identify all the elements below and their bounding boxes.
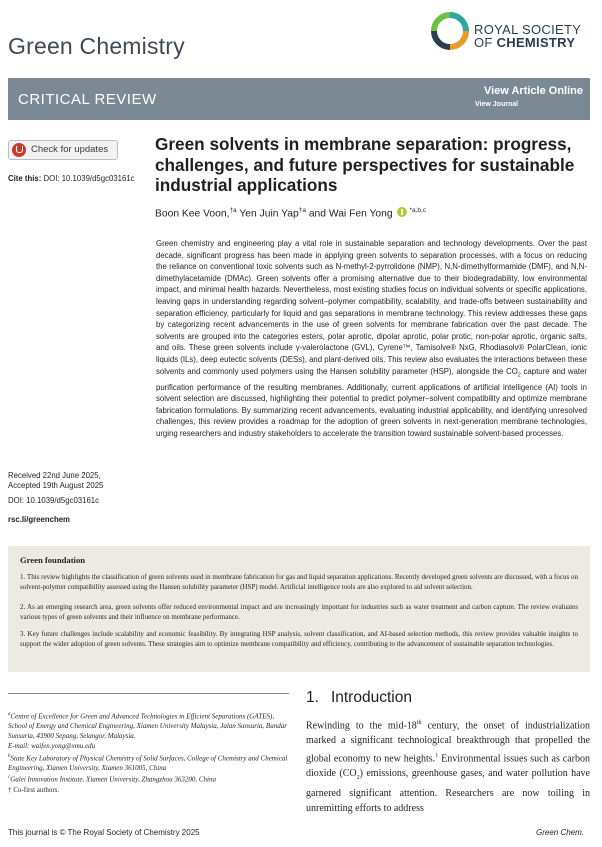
intro-text: ) emissions, greenhouse gases, and water pollution have garnered significant attention. Researchers are now toiling in unremitting efforts to address bbox=[306, 767, 590, 815]
co-first-note: † Co-first authors. bbox=[8, 786, 60, 794]
article-title: Green solvents in membrane separation: progress, challenges, and future perspectives for sustainable industrial applications bbox=[155, 134, 575, 195]
article-dates bbox=[8, 471, 103, 491]
affiliation-mark: c bbox=[8, 775, 11, 780]
affiliation-text: Gulei Innovation Institute, Xiamen University, Zhangzhou 363200, China bbox=[10, 775, 216, 784]
rsc-logo-icon bbox=[429, 10, 471, 52]
affiliation-text: State Key Laboratory of Physical Chemistry of Solid Surfaces, College of Chemistry and Chemical Engineering, Xiamen University, Xiamen 361005, China bbox=[8, 754, 288, 773]
green-foundation-title: Green foundation bbox=[20, 555, 86, 565]
intro-paragraph bbox=[306, 716, 590, 816]
journal-title: Green Chemistry bbox=[8, 33, 185, 59]
check-for-updates-button[interactable] bbox=[8, 140, 118, 160]
author-name[interactable]: Boon Kee Voon, bbox=[155, 208, 230, 220]
author-name[interactable]: Yen Juin Yap bbox=[236, 208, 299, 220]
intro-text: Environmental issues such as carbon dioxide (CO bbox=[306, 752, 591, 779]
author-affiliation-mark: †a bbox=[229, 207, 237, 214]
view-article-online-link[interactable]: View Article Online bbox=[483, 85, 583, 97]
section-number: 1. bbox=[306, 689, 319, 706]
green-foundation-item: 1. This review highlights the classification of green solvents used in membrane fabrication for gas and liquid separation applications. Recently developed green solvents are discussed, with a focus on solvent-polymer compatibility assessed using the Hansen solubility parameter (HSP) model. Artificial intelligence tools are also explored to aid solvent selection. bbox=[20, 573, 578, 591]
publisher-name-line1: ROYAL SOCIETY bbox=[474, 22, 582, 37]
publisher-name-prefix: OF bbox=[474, 35, 497, 50]
abstract bbox=[156, 238, 587, 440]
reference-link[interactable]: 1 bbox=[435, 752, 439, 759]
check-for-updates-label: Check for updates bbox=[31, 144, 109, 155]
affiliation-c bbox=[8, 773, 288, 784]
journal-link[interactable]: rsc.li/greenchem bbox=[8, 515, 70, 524]
crossmark-icon bbox=[12, 143, 26, 157]
subscript: 2 bbox=[356, 774, 360, 781]
author-name[interactable]: and Wai Fen Yong bbox=[305, 208, 393, 220]
intro-text: century, the onset of industrialization marked a significant technological breakthrough that propelled the global economy to new heights. bbox=[306, 720, 590, 764]
footer-journal: Green Chem. bbox=[536, 828, 585, 837]
footnote-rule bbox=[8, 693, 289, 694]
green-foundation-item: 3. Key future challenges include scalability and economic feasibility. By integrating HSP analysis, solvent classification, and AI-based selection methods, this review provides valuable insights to support the wider adoption of green solvents. These strategies aim to optimize membrane compatibility and efficiency, contributing to the advancement of sustainable separation technologies. bbox=[20, 630, 578, 648]
view-journal-link[interactable]: View Journal bbox=[475, 101, 519, 108]
green-foundation-item: 2. As an emerging research area, green solvents offer reduced environmental impact and are increasingly important for industries such as water treatment and carbon capture. The review evaluates various types of green solvents and their influence on membrane performance. bbox=[20, 603, 578, 621]
abstract-subscript: 2 bbox=[517, 372, 521, 379]
affiliation-b bbox=[8, 752, 288, 773]
doi[interactable]: DOI: 10.1039/d5gc03161c bbox=[8, 496, 100, 505]
intro-text: Rewinding to the mid-18 bbox=[306, 720, 417, 732]
cite-this bbox=[8, 174, 135, 183]
affiliation-mark: a bbox=[8, 712, 11, 717]
abstract-text: capture and water purification performance of the resulting membranes. Additionally, current applications of artificial intelligence (AI) tools in solvent selection are discussed, highlighting their potential to predict polymer–solvent compatibility and optimize membrane fabrication formulations. By summarizing recent advancements, evaluating industrial applicability, and identifying unresolved challenges, this review provides a roadmap for the adoption of green solvents in next-generation membrane technologies, urging researchers and industry stakeholders to accelerate the transition toward sustainable solvent-based processes. bbox=[156, 366, 587, 439]
section-heading bbox=[306, 689, 412, 707]
received-date: Received 22nd June 2025, bbox=[8, 471, 101, 480]
cite-doi[interactable]: DOI: 10.1039/d5gc03161c bbox=[41, 174, 135, 183]
abstract-text: Green chemistry and engineering play a vital role in sustainable separation and technology developments. Over the past decade, significant progress has been made in applying green solvents to separation processes, with a focus on reducing the reliance on conventional toxic solvents such as N-methyl-2-pyrrolidone (NMP), N,N-dimethylformamide (DMF), and N,N-dimethylacetamide (DMAc). Green solvents offer a promising alternative due to their biodegradability, low environmental impact, and minimal health hazards. Nevertheless, most existing studies focus on individual solvents or specific applications, leaving gaps in understanding regarding solvent–polymer compatibility, scalability, and trade-offs between sustainability and separation efficiency, particularly for liquid and gas separations in membrane technology. This review addresses these gaps by categorizing recent advancements in the use of green solvents for membrane fabrication over the past decade. The solvents are grouped into the categories esters, polar aprotic, dipolar aprotic, polar protic, non-polar aprotic, organic salts, and oils. These green solvents include γ-valerolactone (GVL), Cyrene™, Tamisolve® NxG, Rhodiasolv® PolarClean, ionic liquids (ILs), deep eutectic solvents (DESs), and plant-derived oils. This review also evaluates the interactions between these solvents and commonly used polymers using the Hansen solubility parameter (HSP), alongside the CO bbox=[156, 239, 587, 376]
article-type-label: CRITICAL REVIEW bbox=[18, 91, 157, 108]
rsc-logo[interactable] bbox=[429, 10, 594, 52]
orcid-icon[interactable] bbox=[397, 207, 407, 217]
author-list bbox=[155, 207, 426, 219]
superscript: th bbox=[416, 720, 422, 726]
affiliation-a bbox=[8, 710, 288, 741]
publisher-name-bold: CHEMISTRY bbox=[496, 35, 576, 50]
cite-label: Cite this: bbox=[8, 174, 42, 183]
author-affiliation-mark: *a,b,c bbox=[409, 207, 427, 214]
author-affiliation-mark: †a bbox=[298, 207, 306, 214]
affiliation-mark: b bbox=[8, 754, 11, 759]
section-title: Introduction bbox=[330, 689, 412, 706]
footer-copyright: This journal is © The Royal Society of Chemistry 2025 bbox=[8, 828, 200, 837]
affiliation-text: Centre of Excellence for Green and Advanced Technologies in Efficient Separations (GATES), School of Energy and Chemical Engineering, Xiamen University Malaysia, Jalan Sunsuria, Bandar Sunsuria, 43900 Sepang, Selangor, Malaysia. bbox=[8, 712, 287, 741]
accepted-date: Accepted 19th August 2025 bbox=[8, 481, 104, 490]
author-email[interactable]: E-mail: waifen.yong@xmu.edu bbox=[8, 742, 96, 750]
article-type-banner bbox=[8, 78, 590, 120]
